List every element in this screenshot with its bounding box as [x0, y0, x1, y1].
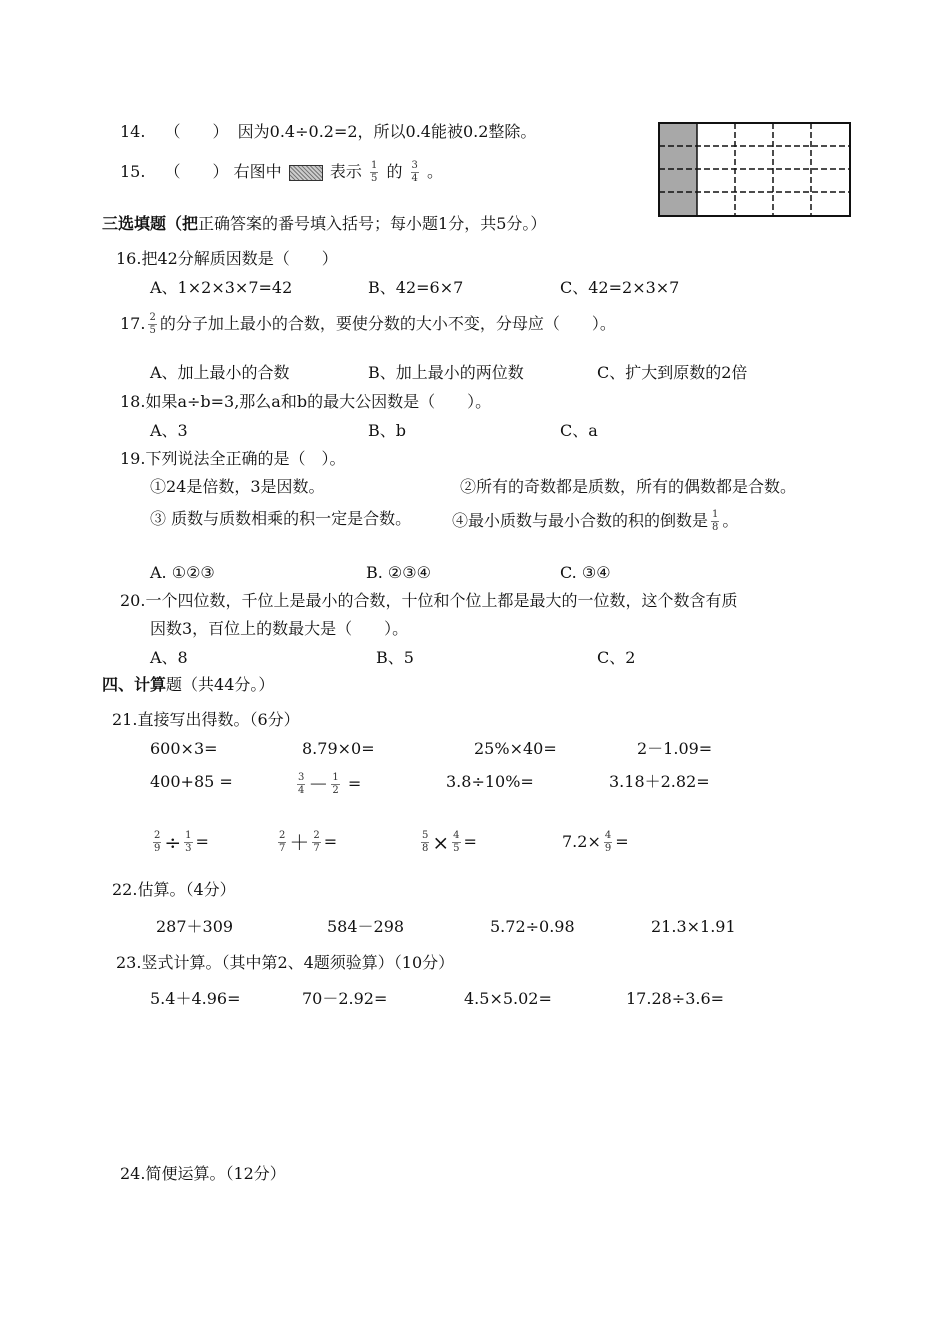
q15-mid: 表示 [329, 162, 362, 181]
q20-line-2: 因数3，百位上的数最大是（ ）。 [150, 619, 409, 638]
q20-option-b[interactable]: B、5 [376, 648, 414, 667]
q15-end: 。 [427, 162, 444, 181]
q18-option-a[interactable]: A、3 [150, 421, 188, 440]
q14-answer-paren[interactable]: （ ） [164, 122, 229, 141]
q17-option-c[interactable]: C、扩大到原数的2倍 [597, 363, 748, 382]
q21-item: 400+85 = [150, 772, 233, 791]
q21-item: 8.79×0= [302, 739, 375, 758]
q21-fraction-item: $\frac{3}{4}$ － $\frac{1}{2}$ = [298, 772, 362, 797]
hatched-rectangle-icon [289, 165, 323, 181]
q19-stem: 19.下列说法全正确的是（ ）。 [120, 449, 346, 468]
section-3-heading [102, 214, 546, 234]
q15-pre: 右图中 [233, 162, 282, 181]
q21-item: 3.8÷10%= [446, 772, 534, 791]
section-3-heading-bold: 三选填题（把 [102, 214, 199, 233]
q15-answer-paren[interactable]: （ ） [164, 162, 229, 181]
q20-line-1: 20.一个四位数，千位上是最小的合数，十位和个位上都是最大的一位数，这个数含有质 [120, 591, 738, 610]
q23-item: 70－2.92= [302, 989, 388, 1008]
q16-stem: 16.把42分解质因数是（ ） [116, 249, 338, 268]
q19-option-c[interactable]: C. ③④ [560, 563, 611, 582]
q19-option-b[interactable]: B. ②③④ [366, 563, 431, 582]
q15-row [120, 160, 443, 185]
q16-option-b[interactable]: B、42=6×7 [368, 278, 464, 297]
grid-figure [658, 122, 851, 217]
q17-number: 17. [120, 314, 146, 333]
q23-item: 17.28÷3.6= [626, 989, 725, 1008]
q17-option-b[interactable]: B、加上最小的两位数 [368, 363, 524, 382]
q21-item: 2－1.09= [637, 739, 713, 758]
q19-statement-1: ①24是倍数，3是因数。 [150, 477, 325, 496]
q19-statement-4-end: 。 [722, 511, 739, 530]
q22-item: 5.72÷0.98 [490, 917, 575, 936]
q21-fraction-item: $\frac{5}{8}$ × $\frac{4}{5}$ = [422, 830, 477, 855]
q21-item: 600×3= [150, 739, 218, 758]
q22-item: 287＋309 [156, 917, 234, 936]
q14-number: 14. [120, 122, 146, 141]
q15-de: 的 [386, 162, 403, 181]
q18-option-c[interactable]: C、a [560, 421, 598, 440]
q21-fraction-item: 7.2× $\frac{4}{9}$ = [562, 830, 629, 854]
q15-fraction-1: $\frac{1}{5}$ [370, 160, 378, 184]
q19-statement-2: ②所有的奇数都是质数，所有的偶数都是合数。 [460, 477, 797, 496]
q19-option-a[interactable]: A. ①②③ [150, 563, 215, 582]
q19-fraction: $\frac{1}{8}$ [712, 509, 719, 533]
q19-statement-4: ④最小质数与最小合数的积的倒数是 [452, 511, 709, 530]
section-4-heading-rest: 题（共44分。） [166, 675, 275, 694]
q21-item: 3.18＋2.82= [609, 772, 710, 791]
section-3-heading-rest: 正确答案的番号填入括号；每小题1分，共5分。） [198, 214, 547, 233]
q21-item: 25%×40= [474, 739, 557, 758]
q23-item: 5.4＋4.96= [150, 989, 241, 1008]
q21-fraction-item: $\frac{2}{7}$ ＋ $\frac{2}{7}$ = [279, 830, 338, 855]
q21-title: 21.直接写出得数。（6分） [112, 710, 300, 729]
q20-option-c[interactable]: C、2 [597, 648, 636, 667]
q15-fraction-2: $\frac{3}{4}$ [411, 160, 418, 184]
q18-option-b[interactable]: B、b [368, 421, 407, 440]
q23-title: 23.竖式计算。（其中第2、4题须验算）（10分） [116, 953, 455, 972]
q23-item: 4.5×5.02= [464, 989, 552, 1008]
q19-statement-3: ③ 质数与质数相乘的积一定是合数。 [150, 509, 412, 528]
q19-statement-4-row [452, 509, 738, 534]
q21-fraction-item: $\frac{2}{9}$ ÷ $\frac{1}{3}$ = [154, 830, 209, 855]
q17-fraction: $\frac{2}{5}$ [149, 312, 156, 336]
q22-item: 21.3×1.91 [651, 917, 736, 936]
q20-option-a[interactable]: A、8 [150, 648, 188, 667]
q24-title: 24.简便运算。（12分） [120, 1164, 286, 1183]
q22-item: 584－298 [327, 917, 405, 936]
q17-option-a[interactable]: A、加上最小的合数 [150, 363, 290, 382]
q16-option-a[interactable]: A、1×2×3×7=42 [150, 278, 293, 297]
q15-number: 15. [120, 162, 146, 181]
q18-stem: 18.如果a÷b=3,那么a和b的最大公因数是（ ）。 [120, 392, 492, 411]
section-4-heading-bold: 四、计算 [102, 675, 167, 694]
q17-stem-row [120, 312, 616, 337]
section-4-heading [102, 675, 274, 695]
q14-row [120, 122, 536, 142]
q17-stem: 的分子加上最小的合数，要使分数的大小不变，分母应（ ）。 [159, 314, 616, 333]
q22-title: 22.估算。（4分） [112, 880, 236, 899]
q14-text: 因为0.4÷0.2=2，所以0.4能被0.2整除。 [237, 122, 537, 141]
q16-option-c[interactable]: C、42=2×3×7 [560, 278, 680, 297]
